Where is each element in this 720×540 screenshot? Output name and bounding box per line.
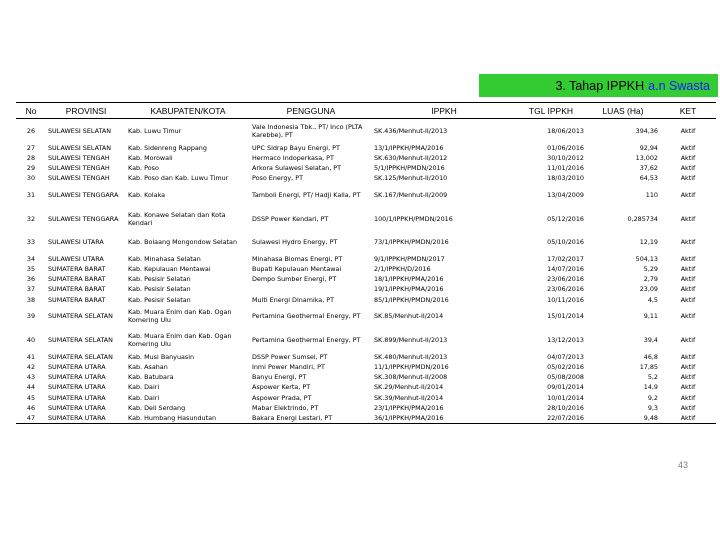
table-row [16,382,716,392]
cell-provinsi: SULAWESI SELATAN [48,126,112,135]
cell-luas: 5,2 [647,373,658,382]
cell-provinsi: SUMATERA BARAT [48,295,106,304]
cell-pengguna: Tamboli Energi, PT/ Hadji Kalla, PT [252,191,361,199]
page-number: 43 [678,460,689,470]
cell-provinsi: SUMATERA UTARA [48,373,106,382]
cell-kabupaten: Kab. Muara Enim dan Kab. Ogan Komering Ulu [128,331,232,348]
cell-ket: Aktif [680,238,696,246]
cell-ket: Aktif [680,143,696,152]
cell-provinsi: SUMATERA UTARA [48,383,106,392]
cell-luas: 23,09 [639,285,658,294]
column-header-provinsi: PROVINSI [46,103,126,119]
cell-ippkh: SK.630/Menhut-II/2012 [374,153,448,162]
cell-pengguna: Banyu Energi, PT [252,373,307,382]
cell-ippkh: 73/1/IPPKH/PMDN/2016 [374,238,449,246]
section-title: 3. Tahap IPPKH [555,78,645,93]
cell-ippkh: SK.29/Menhut-II/2014 [374,383,444,392]
cell-tgl-ippkh: 30/10/2012 [547,153,584,162]
cell-ippkh: 19/1/IPPKH/PMA/2016 [374,285,444,294]
cell-luas: 17,85 [639,362,658,371]
cell-no: 32 [26,214,36,223]
cell-ket: Aktif [680,403,696,412]
cell-luas: 394,36 [635,126,658,135]
cell-no: 46 [26,403,36,412]
cell-no: 47 [16,413,46,424]
table-row [16,119,716,143]
cell-provinsi: SUMATERA UTARA [48,403,106,412]
cell-provinsi: SULAWESI TENGAH [48,174,110,183]
cell-luas: 39,4 [643,335,658,344]
cell-ket: Aktif [680,373,696,382]
cell-pengguna: Sulawesi Hydro Energy, PT [252,238,338,246]
cell-luas: 46,8 [643,352,658,361]
cell-ket: Aktif [680,153,696,162]
table-row [16,305,716,329]
cell-provinsi: SUMATERA UTARA [46,413,126,424]
table-row [16,163,716,173]
cell-provinsi: SUMATERA SELATAN [48,312,113,321]
cell-tgl-ippkh: 18/06/2013 [547,126,584,135]
cell-ket: Aktif [680,191,696,199]
ippkh-table [16,102,716,424]
cell-kabupaten: Kab. Dairi [128,393,160,402]
cell-provinsi: SUMATERA SELATAN [48,352,113,361]
table-row [16,392,716,402]
cell-luas: 110 [645,191,658,199]
cell-ket: Aktif [680,265,696,274]
cell-ippkh: SK.167/Menhut-II/2009 [374,191,448,199]
cell-pengguna: DSSP Power Sumsel, PT [252,352,328,361]
cell-ket: Aktif [680,275,696,284]
cell-ket: Aktif [680,393,696,402]
cell-pengguna: Multi Energi Dinamika, PT [252,295,335,304]
cell-provinsi: SUMATERA BARAT [48,265,106,274]
table-body [16,119,716,424]
cell-ippkh: 85/1/IPPKH/PMDN/2016 [374,295,449,304]
cell-pengguna: Dempo Sumber Energi, PT [252,275,337,284]
cell-no: 39 [26,312,36,321]
cell-luas: 2,79 [643,275,658,284]
cell-luas: 37,62 [639,163,658,172]
cell-ippkh: SK.85/Menhut-II/2014 [374,312,444,321]
cell-provinsi: SUMATERA BARAT [48,285,106,294]
cell-kabupaten: Kab. Asahan [128,362,168,371]
cell-tgl-ippkh: 11/01/2016 [547,163,584,172]
cell-pengguna: Hermaco Indoperkasa, PT [252,153,334,162]
cell-provinsi: SULAWESI TENGGARA [48,191,119,199]
cell-ippkh: 18/1/IPPKH/PMA/2016 [374,275,444,284]
cell-luas: 0,285734 [627,214,658,223]
cell-ket: Aktif [680,285,696,294]
cell-pengguna [250,284,372,294]
cell-ippkh: 100/1/IPPKH/PMDN/2016 [374,214,453,223]
cell-no: 31 [26,191,36,199]
cell-kabupaten: Kab. Poso [128,163,159,172]
cell-tgl-ippkh: 18/03/2010 [547,174,584,183]
cell-tgl-ippkh: 13/12/2013 [547,335,584,344]
table-row [16,274,716,284]
cell-pengguna: Pertamina Geothermal Energy, PT [252,312,361,321]
table-row [16,207,716,231]
table-row [16,173,716,183]
table-row [16,362,716,372]
cell-kabupaten: Kab. Luwu Timur [128,126,182,135]
cell-luas: 14,9 [643,383,658,392]
table-row [16,328,716,352]
cell-provinsi: SULAWESI TENGGARA [48,214,119,223]
cell-provinsi: SULAWESI UTARA [48,254,104,263]
cell-ket: Aktif [680,352,696,361]
cell-tgl-ippkh: 05/08/2008 [547,373,584,382]
cell-no: 45 [26,393,36,402]
cell-kabupaten: Kab. Deli Serdang [128,403,186,412]
cell-tgl-ippkh: 04/07/2013 [547,352,584,361]
cell-luas: 12,19 [639,238,658,246]
cell-ippkh: SK.436/Menhut-II/2013 [374,126,448,135]
cell-no: 35 [26,265,36,274]
cell-ket: Aktif [680,362,696,371]
cell-provinsi: SUMATERA UTARA [48,393,106,402]
cell-no: 27 [26,143,36,152]
cell-no: 36 [26,275,36,284]
cell-kabupaten: Kab. Dairi [128,383,160,392]
cell-provinsi: SULAWESI TENGAH [48,153,110,162]
cell-tgl-ippkh: 10/11/2016 [547,295,584,304]
cell-ippkh: 13/1/IPPKH/PMA/2016 [374,143,444,152]
cell-no: 30 [26,174,36,183]
cell-no: 44 [26,383,36,392]
table-row [16,183,716,207]
cell-pengguna: Aspower Prada, PT [252,393,312,402]
cell-ippkh: SK.899/Menhut-II/2013 [374,335,448,344]
table-row [16,403,716,413]
cell-luas: 9,48 [586,413,660,424]
cell-ket: Aktif [680,254,696,263]
cell-ippkh: SK.308/Menhut-II/2008 [374,373,448,382]
cell-ket: Aktif [680,295,696,304]
cell-tgl-ippkh: 13/04/2009 [547,191,584,199]
cell-tgl-ippkh: 05/10/2016 [547,238,584,246]
cell-luas: 504,13 [635,254,658,263]
table-row [16,295,716,305]
table-header-row [16,103,716,119]
cell-provinsi: SUMATERA BARAT [48,275,106,284]
cell-pengguna: Bakara Energi Lestari, PT [250,413,372,424]
cell-ippkh: SK.125/Menhut-II/2010 [374,174,448,183]
cell-kabupaten: Kab. Pesisir Selatan [128,285,191,294]
cell-no: 26 [26,126,36,135]
cell-tgl-ippkh: 23/06/2016 [547,285,584,294]
column-header-luas: LUAS (Ha) [586,103,660,119]
table-row [16,352,716,362]
cell-tgl-ippkh: 17/02/2017 [547,254,584,263]
cell-tgl-ippkh: 28/10/2016 [547,403,584,412]
cell-ippkh: SK.480/Menhut-II/2013 [374,352,448,361]
cell-kabupaten: Kab. Humbang Hasundutan [126,413,250,424]
cell-pengguna: Pertamina Geothermal Energy, PT [252,335,361,344]
cell-provinsi: SULAWESI TENGAH [48,163,110,172]
cell-pengguna: Aspower Kerta, PT [252,383,311,392]
column-header-kabupaten: KABUPATEN/KOTA [126,103,250,119]
table-row [16,230,716,254]
cell-provinsi: SULAWESI UTARA [48,238,104,246]
cell-tgl-ippkh: 23/06/2016 [547,275,584,284]
cell-pengguna: DSSP Power Kendari, PT [252,214,329,223]
cell-pengguna: Bupati Kepulauan Mentawai [252,265,342,274]
table-row [16,264,716,274]
cell-tgl-ippkh: 01/06/2016 [547,143,584,152]
cell-pengguna: Mabar Elektrindo, PT [252,403,319,412]
cell-kabupaten: Kab. Pesisir Selatan [128,275,191,284]
cell-luas: 64,53 [639,174,658,183]
cell-tgl-ippkh: 22/07/2016 [516,413,586,424]
cell-no: 29 [26,163,36,172]
cell-ket: Aktif [680,163,696,172]
cell-luas: 9,2 [647,393,658,402]
section-title-accent: a.n Swasta [648,78,710,93]
cell-pengguna: Arkora Sulawesi Selatan, PT [252,163,342,172]
cell-ippkh: SK.39/Menhut-II/2014 [374,393,444,402]
cell-pengguna: Minahasa Biomas Energi, PT [252,254,343,263]
cell-provinsi: SUMATERA SELATAN [48,335,113,344]
cell-tgl-ippkh: 15/01/2014 [547,312,584,321]
cell-no: 38 [26,295,36,304]
cell-kabupaten: Kab. Pesisir Selatan [128,295,191,304]
cell-luas: 4,5 [647,295,658,304]
cell-tgl-ippkh: 05/12/2016 [547,214,584,223]
cell-pengguna: UPC Sidrap Bayu Energi, PT [252,143,340,152]
cell-provinsi: SUMATERA UTARA [48,362,106,371]
cell-no: 43 [26,373,36,382]
table-row [16,413,716,424]
cell-luas: 92,94 [639,143,658,152]
cell-ippkh: 5/1/IPPKH/PMDN/2016 [374,163,445,172]
cell-kabupaten: Kab. Bolaang Mongondow Selatan [128,238,238,246]
cell-kabupaten: Kab. Poso dan Kab. Luwu Timur [128,174,229,183]
cell-ket: Aktif [660,413,716,424]
column-header-ippkh: IPPKH [372,103,516,119]
cell-no: 34 [26,254,36,263]
cell-ippkh: 36/1/IPPKH/PMA/2016 [372,413,516,424]
column-header-tgl-ippkh: TGL IPPKH [516,103,586,119]
cell-ket: Aktif [680,214,696,223]
column-header-ket: KET [660,103,716,119]
cell-kabupaten: Kab. Muara Enim dan Kab. Ogan Komering Ulu [128,308,232,325]
cell-ket: Aktif [680,335,696,344]
table-row [16,284,716,294]
table-row [16,153,716,163]
cell-ket: Aktif [680,174,696,183]
cell-pengguna: Inmi Power Mandiri, PT [252,362,325,371]
section-title-banner [479,74,718,97]
cell-luas: 9,11 [643,312,658,321]
cell-no: 37 [26,285,36,294]
cell-kabupaten: Kab. Kepulauan Mentawai [128,265,211,274]
cell-no: 42 [26,362,36,371]
cell-kabupaten: Kab. Sidenreng Rappang [128,143,207,152]
cell-ippkh: 23/1/IPPKH/PMA/2016 [374,403,444,412]
cell-tgl-ippkh: 05/02/2016 [547,362,584,371]
cell-kabupaten: Kab. Konawe Selatan dan Kota Kendari [128,210,226,227]
cell-kabupaten: Kab. Batubara [128,373,174,382]
cell-ippkh: 11/1/IPPKH/PMDN/2016 [374,362,449,371]
cell-ket: Aktif [680,126,696,135]
table-row [16,372,716,382]
cell-kabupaten: Kab. Minahasa Selatan [128,254,201,263]
cell-luas: 13,002 [635,153,658,162]
cell-no: 33 [26,238,36,246]
table-row [16,143,716,153]
cell-kabupaten: Kab. Kolaka [128,191,166,199]
cell-tgl-ippkh: 14/07/2016 [547,265,584,274]
cell-luas: 5,29 [643,265,658,274]
cell-provinsi: SULAWESI SELATAN [48,143,112,152]
cell-ippkh: 2/1/IPPKH/D/2016 [374,265,431,274]
cell-pengguna: Poso Energy, PT [252,174,303,183]
cell-pengguna: Vale Indonesia Tbk., PT/ Inco (PLTA Karebbe), PT [252,122,363,139]
cell-ket: Aktif [680,312,696,321]
cell-tgl-ippkh: 09/01/2014 [547,383,584,392]
cell-no: 28 [26,153,36,162]
column-header-no: No [16,103,46,119]
cell-kabupaten: Kab. Musi Banyuasin [128,352,195,361]
cell-luas: 9,3 [647,403,658,412]
cell-kabupaten: Kab. Morowali [128,153,173,162]
cell-no: 40 [26,335,36,344]
cell-tgl-ippkh: 10/01/2014 [547,393,584,402]
cell-ippkh: 9/1/IPPKH/PMDN/2017 [374,254,445,263]
table-row [16,254,716,264]
cell-ket: Aktif [680,383,696,392]
cell-no: 41 [26,352,36,361]
column-header-pengguna: PENGGUNA [250,103,372,119]
